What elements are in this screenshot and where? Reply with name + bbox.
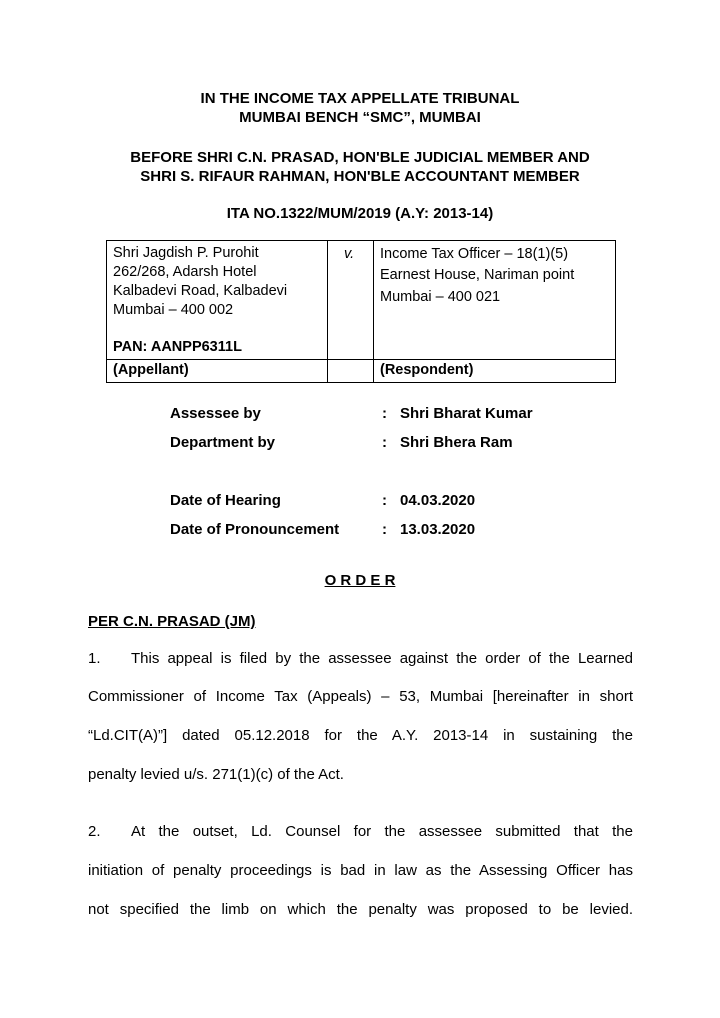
department-by-value: Shri Bhera Ram <box>400 434 513 451</box>
bench-name: MUMBAI BENCH “SMC”, MUMBAI <box>239 109 481 126</box>
appellant-address-1: 262/268, Adarsh Hotel <box>113 264 257 280</box>
appellant-address-3: Mumbai – 400 002 <box>113 302 234 318</box>
paragraph-1-number: 1. <box>88 650 101 667</box>
respondent-role: (Respondent) <box>380 362 474 378</box>
case-number: ITA NO.1322/MUM/2019 (A.Y: 2013-14) <box>226 205 494 222</box>
paragraph-2-line-3: not specified the limb on which the penalty was proposed to be levied. <box>88 901 633 918</box>
per-member-line: PER C.N. PRASAD (JM) <box>88 613 256 630</box>
assessee-by-value: Shri Bharat Kumar <box>400 405 533 422</box>
respondent-name: Income Tax Officer – 18(1)(5) <box>380 246 569 262</box>
hearing-date-value: 04.03.2020 <box>400 492 476 509</box>
respondent-address-2: Mumbai – 400 021 <box>380 289 501 305</box>
appellant-name: Shri Jagdish P. Purohit <box>113 245 259 261</box>
appellant-role: (Appellant) <box>113 362 189 378</box>
department-by-sep: : <box>382 434 387 451</box>
paragraph-1-line-3: “Ld.CIT(A)”] dated 05.12.2018 for the A.Y. 2013-14 in sustaining the <box>88 727 633 744</box>
pronouncement-date-label: Date of Pronouncement <box>170 521 340 538</box>
department-by-label: Department by <box>170 434 276 451</box>
bench-members-line-1: BEFORE SHRI C.N. PRASAD, HON'BLE JUDICIAL MEMBER AND <box>130 149 590 166</box>
paragraph-2-number: 2. <box>88 823 101 840</box>
pronouncement-date-value: 13.03.2020 <box>400 521 476 538</box>
assessee-by-label: Assessee by <box>170 405 261 422</box>
paragraph-2-line-1: At the outset, Ld. Counsel for the assessee submitted that the <box>131 823 633 840</box>
parties-table <box>106 240 616 383</box>
tribunal-title: IN THE INCOME TAX APPELLATE TRIBUNAL <box>200 90 520 107</box>
hearing-date-label: Date of Hearing <box>170 492 281 509</box>
appellant-address-2: Kalbadevi Road, Kalbadevi <box>113 283 288 299</box>
assessee-by-sep: : <box>382 405 387 422</box>
pronouncement-date-sep: : <box>382 521 387 538</box>
paragraph-2-line-2: initiation of penalty proceedings is bad in law as the Assessing Officer has <box>88 862 633 879</box>
paragraph-1-line-1: This appeal is filed by the assessee against the order of the Learned <box>131 650 633 667</box>
paragraph-1-line-4: penalty levied u/s. 271(1)(c) of the Act. <box>88 766 344 783</box>
versus-label: v. <box>344 246 355 262</box>
paragraph-1-line-2: Commissioner of Income Tax (Appeals) – 53, Mumbai [hereinafter in short <box>88 688 633 705</box>
appellant-pan: PAN: AANPP6311L <box>113 339 242 355</box>
respondent-address-1: Earnest House, Nariman point <box>380 267 575 283</box>
order-title: O R D E R <box>324 572 396 589</box>
hearing-date-sep: : <box>382 492 387 509</box>
bench-members-line-2: SHRI S. RIFAUR RAHMAN, HON'BLE ACCOUNTANT MEMBER <box>140 168 580 185</box>
